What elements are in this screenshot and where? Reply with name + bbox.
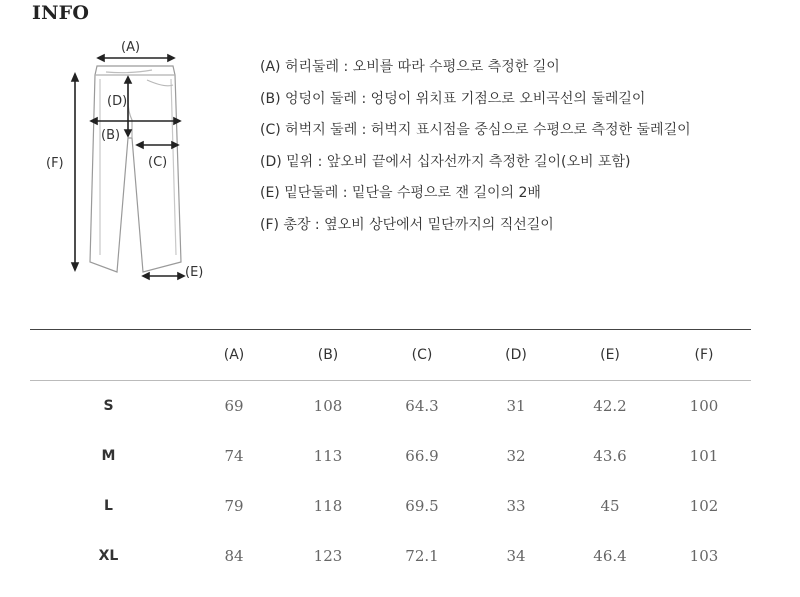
header-c: (C)	[375, 330, 469, 381]
size-cell: XL	[98, 548, 119, 564]
definition-b: (B) 엉덩이 둘레 : 엉덩이 위치표 기점으로 오비곡선의 둘레길이	[260, 90, 646, 107]
value-cell: 101	[689, 447, 719, 465]
header-e: (E)	[563, 330, 657, 381]
size-cell: M	[101, 448, 116, 464]
label-b: (B)	[101, 128, 121, 143]
measurement-definitions	[260, 59, 691, 248]
pants-measurement-diagram	[0, 0, 240, 290]
definition-c: (C) 허벅지 둘레 : 허벅지 표시점을 중심으로 수평으로 측정한 둘레길이	[260, 122, 691, 138]
value-cell: 118	[313, 497, 343, 515]
value-cell: 108	[313, 397, 343, 415]
table-row	[30, 531, 751, 581]
table-row	[30, 481, 751, 531]
value-cell: 103	[689, 547, 719, 565]
value-cell: 113	[313, 447, 343, 465]
value-cell: 33	[506, 497, 526, 515]
value-cell: 69.5	[405, 497, 439, 515]
value-cell: 69	[224, 397, 244, 415]
label-e: (E)	[185, 265, 204, 280]
value-cell: 66.9	[405, 447, 439, 465]
value-cell: 45	[600, 497, 620, 515]
value-cell: 72.1	[405, 547, 439, 565]
info-title: INFO	[32, 2, 90, 24]
table-row	[30, 431, 751, 481]
label-f: (F)	[46, 156, 64, 171]
value-cell: 64.3	[405, 397, 439, 415]
value-cell: 46.4	[593, 547, 627, 565]
header-size	[30, 330, 187, 381]
definition-f: (F) 총장 : 옆오비 상단에서 밑단까지의 직선길이	[260, 216, 554, 233]
label-c: (C)	[148, 155, 168, 170]
definition-a: (A) 허리둘레 : 오비를 따라 수평으로 측정한 길이	[260, 59, 560, 75]
header-f: (F)	[657, 330, 751, 381]
value-cell: 32	[506, 447, 526, 465]
value-cell: 31	[506, 397, 526, 415]
pants-outline	[90, 66, 181, 272]
value-cell: 74	[224, 447, 244, 465]
label-d: (D)	[107, 94, 128, 109]
value-cell: 84	[224, 547, 244, 565]
value-cell: 34	[506, 547, 526, 565]
table-row	[30, 381, 751, 432]
value-cell: 43.6	[593, 447, 627, 465]
value-cell: 100	[689, 397, 719, 415]
definition-e: (E) 밑단둘레 : 밑단을 수평으로 잰 길이의 2배	[260, 185, 541, 201]
value-cell: 102	[689, 497, 719, 515]
value-cell: 79	[224, 497, 244, 515]
table-header-row	[30, 330, 751, 381]
value-cell: 123	[313, 547, 343, 565]
header-d: (D)	[469, 330, 563, 381]
size-cell: L	[104, 498, 113, 514]
header-a: (A)	[187, 330, 281, 381]
definition-d: (D) 밑위 : 앞오비 끝에서 십자선까지 측정한 길이(오비 포함)	[260, 153, 631, 170]
label-a: (A)	[121, 40, 141, 55]
value-cell: 42.2	[593, 397, 627, 415]
size-cell: S	[103, 398, 114, 414]
header-b: (B)	[281, 330, 375, 381]
size-table	[30, 329, 751, 581]
